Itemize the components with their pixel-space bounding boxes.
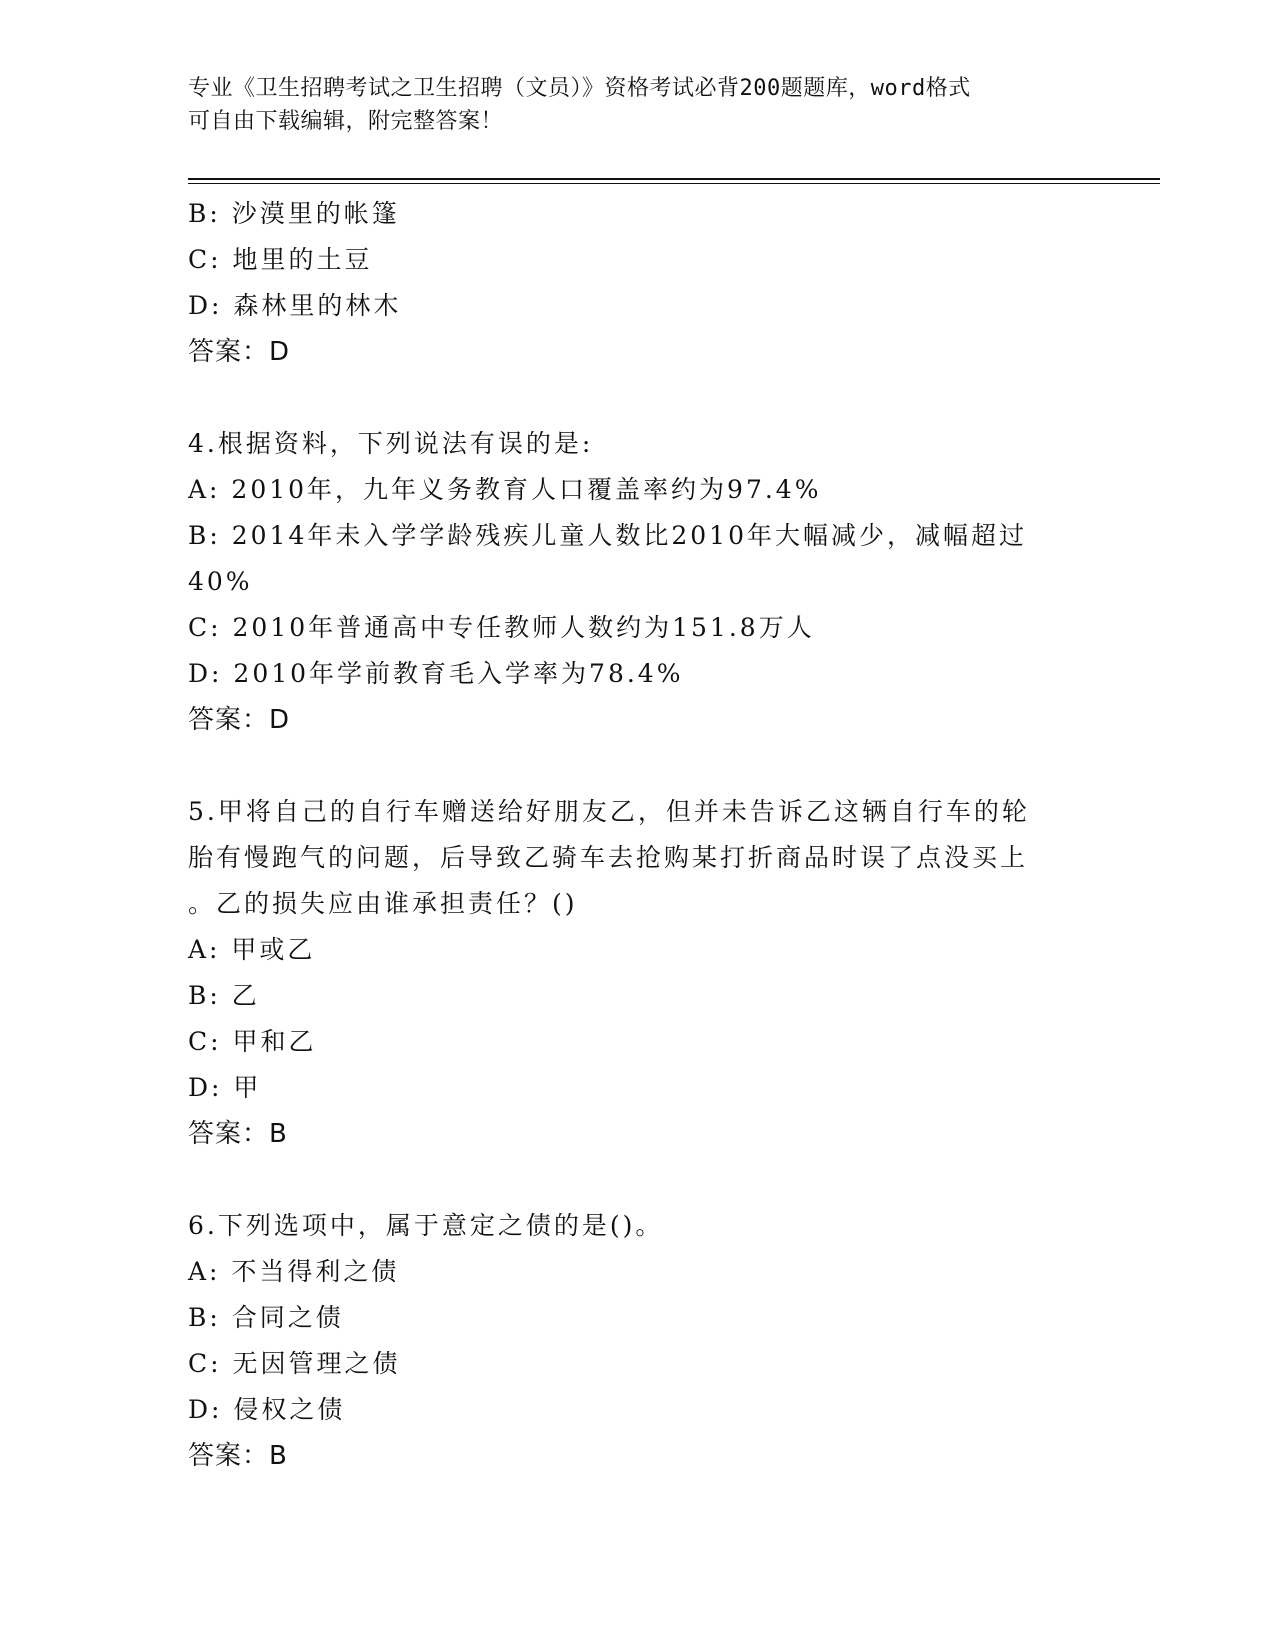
answer-line: 答案：B	[188, 1441, 288, 1471]
option-d: D: 侵权之债	[188, 1395, 346, 1424]
question-stem-line-1: 5.甲将自己的自行车赠送给好朋友乙，但并未告诉乙这辆自行车的轮	[188, 797, 1030, 826]
option-c: C: 无因管理之债	[188, 1349, 401, 1378]
question-3-tail	[188, 191, 1088, 375]
spacer	[188, 375, 1088, 421]
option-b: B: 乙	[188, 981, 260, 1010]
header-rule-thick	[188, 178, 1160, 180]
spacer	[188, 1157, 1088, 1203]
question-5	[188, 789, 1088, 1157]
document-header	[188, 72, 1088, 138]
option-c: C: 2010年普通高中专任教师人数约为151.8万人	[188, 613, 815, 642]
header-line-1: 专业《卫生招聘考试之卫生招聘（文员）》资格考试必背200题题库，word格式	[188, 76, 971, 101]
option-a: A: 不当得利之债	[188, 1257, 400, 1286]
question-stem: 6.下列选项中，属于意定之债的是()。	[188, 1211, 664, 1240]
answer-line: 答案：D	[188, 705, 291, 735]
option-d: D: 2010年学前教育毛入学率为78.4%	[188, 659, 684, 688]
question-content	[188, 191, 1088, 1479]
option-d: D: 森林里的林木	[188, 291, 402, 320]
option-b: B: 2014年未入学学龄残疾儿童人数比2010年大幅减少，减幅超过	[188, 521, 1027, 550]
question-6	[188, 1203, 1088, 1479]
answer-line: 答案：B	[188, 1119, 288, 1149]
header-line-2: 可自由下载编辑，附完整答案！	[188, 109, 504, 134]
question-stem-line-2: 胎有慢跑气的问题，后导致乙骑车去抢购某打折商品时误了点没买上	[188, 843, 1029, 872]
option-b-continued: 40%	[188, 567, 253, 596]
spacer	[188, 743, 1088, 789]
option-d: D: 甲	[188, 1073, 262, 1102]
option-c: C: 甲和乙	[188, 1027, 317, 1056]
option-b: B: 沙漠里的帐篷	[188, 199, 400, 228]
option-a: A: 2010年，九年义务教育人口覆盖率约为97.4%	[188, 475, 822, 504]
header-rule-thin	[188, 183, 1160, 184]
question-stem-line-3: 。乙的损失应由谁承担责任？()	[188, 889, 578, 918]
question-4	[188, 421, 1088, 743]
option-a: A: 甲或乙	[188, 935, 316, 964]
answer-line: 答案：D	[188, 337, 291, 367]
question-stem: 4.根据资料，下列说法有误的是:	[188, 429, 594, 458]
option-b: B: 合同之债	[188, 1303, 344, 1332]
option-c: C: 地里的土豆	[188, 245, 373, 274]
